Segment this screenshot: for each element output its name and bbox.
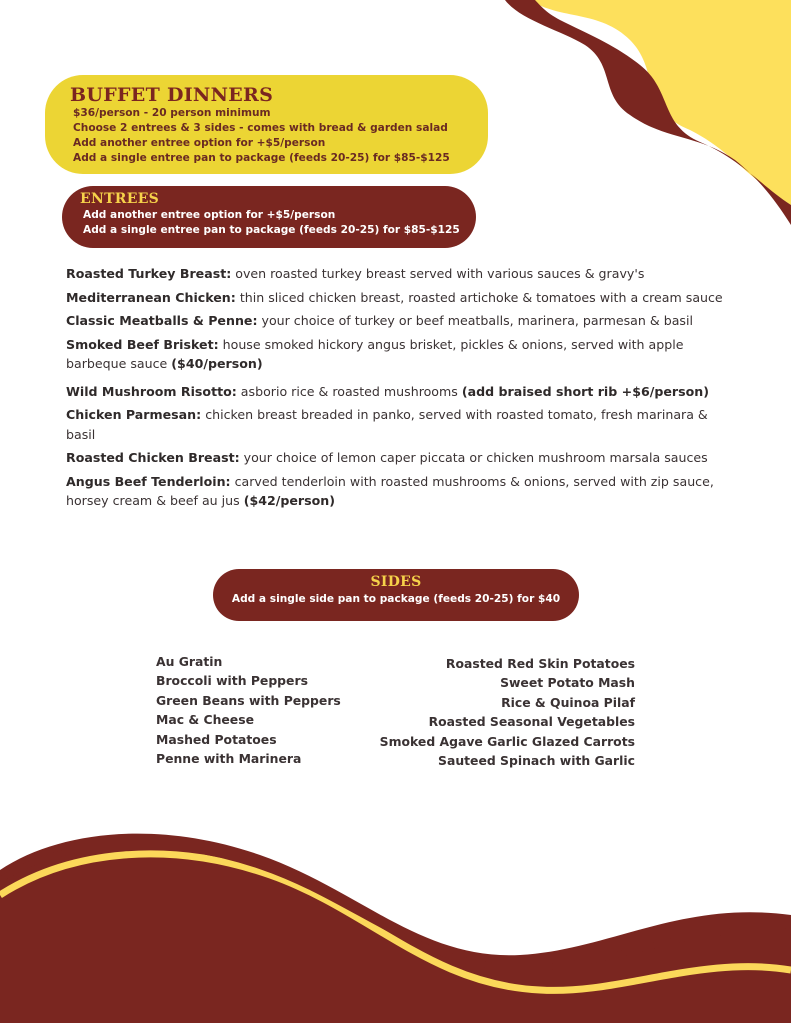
entree-item [66,335,738,374]
entree-name: Classic Meatballs & Penne: [66,313,258,328]
entree-name: Roasted Chicken Breast: [66,450,240,465]
side-item: Green Beans with Peppers [156,692,341,708]
side-item: Roasted Seasonal Vegetables [428,714,635,730]
entrees-add-option-line: Add another entree option for +$5/person [83,209,336,221]
sides-left-column [156,652,341,768]
side-item: Rice & Quinoa Pilaf [501,694,635,710]
entree-description: your choice of turkey or beef meatballs, marinera, parmesan & basil [257,313,693,328]
sides-banner [213,569,579,621]
side-item: Sauteed Spinach with Garlic [438,753,635,769]
entree-name: Wild Mushroom Risotto: [66,383,237,399]
buffet-choose-line: Choose 2 entrees & 3 sides - comes with bread & garden salad [73,122,448,134]
entree-list [66,264,738,511]
entrees-banner [62,186,476,248]
side-item: Penne with Marinera [156,751,302,767]
side-item: Smoked Agave Garlic Glazed Carrots [379,733,635,749]
buffet-price-line: $36/person - 20 person minimum [73,107,271,119]
entree-item [66,472,738,511]
side-item: Mac & Cheese [156,712,254,728]
entree-extra: ($40/person) [171,356,263,371]
entree-item [66,382,738,402]
buffet-add-pan-line: Add a single entree pan to package (feeds 20-25) for $85-$125 [73,152,450,164]
entree-name: Roasted Turkey Breast: [66,266,232,281]
entree-item [66,311,738,331]
buffet-dinners-banner [45,75,488,174]
sides-right-column [380,654,635,770]
entree-name: Mediterranean Chicken: [66,289,236,305]
side-item: Mashed Potatoes [156,731,277,747]
entree-description: asborio rice & roasted mushrooms [236,383,462,399]
side-item: Au Gratin [156,654,223,669]
entree-description: your choice of lemon caper piccata or chicken mushroom marsala sauces [239,450,708,465]
entrees-title: ENTREES [80,191,160,207]
side-item: Sweet Potato Mash [500,675,635,691]
sides-title: SIDES [370,574,422,590]
sides-add-pan-line: Add a single side pan to package (feeds 20-25) for $40 [231,593,561,605]
buffet-add-entree-line: Add another entree option for +$5/person [73,137,326,149]
entree-item [66,288,738,308]
entree-description: thin sliced chicken breast, roasted artichoke & tomatoes with a cream sauce [235,289,723,305]
entree-name: Smoked Beef Brisket: [66,336,219,352]
entree-item [66,264,738,284]
entree-extra: (add braised short rib +$6/person) [461,383,709,399]
buffet-dinners-title: BUFFET DINNERS [70,84,274,106]
side-item: Broccoli with Peppers [156,673,308,689]
entree-name: Angus Beef Tenderloin: [66,473,231,489]
entree-name: Chicken Parmesan: [66,407,202,422]
entree-description: house smoked hickory angus brisket, pickles & onions, served with apple barbeque sauce [66,336,684,371]
entree-item [66,405,738,444]
entree-description: carved tenderloin with roasted mushrooms & onions, served with zip sauce, horsey cream & beef au jus [66,473,714,508]
side-item: Roasted Red Skin Potatoes [445,656,635,671]
entree-description: oven roasted turkey breast served with various sauces & gravy's [231,266,645,281]
entree-description: chicken breast breaded in panko, served with roasted tomato, fresh marinara & basil [66,407,708,442]
entrees-add-pan-line: Add a single entree pan to package (feeds 20-25) for $85-$125 [83,224,460,236]
entree-item [66,448,738,468]
entree-extra: ($42/person) [243,493,335,508]
